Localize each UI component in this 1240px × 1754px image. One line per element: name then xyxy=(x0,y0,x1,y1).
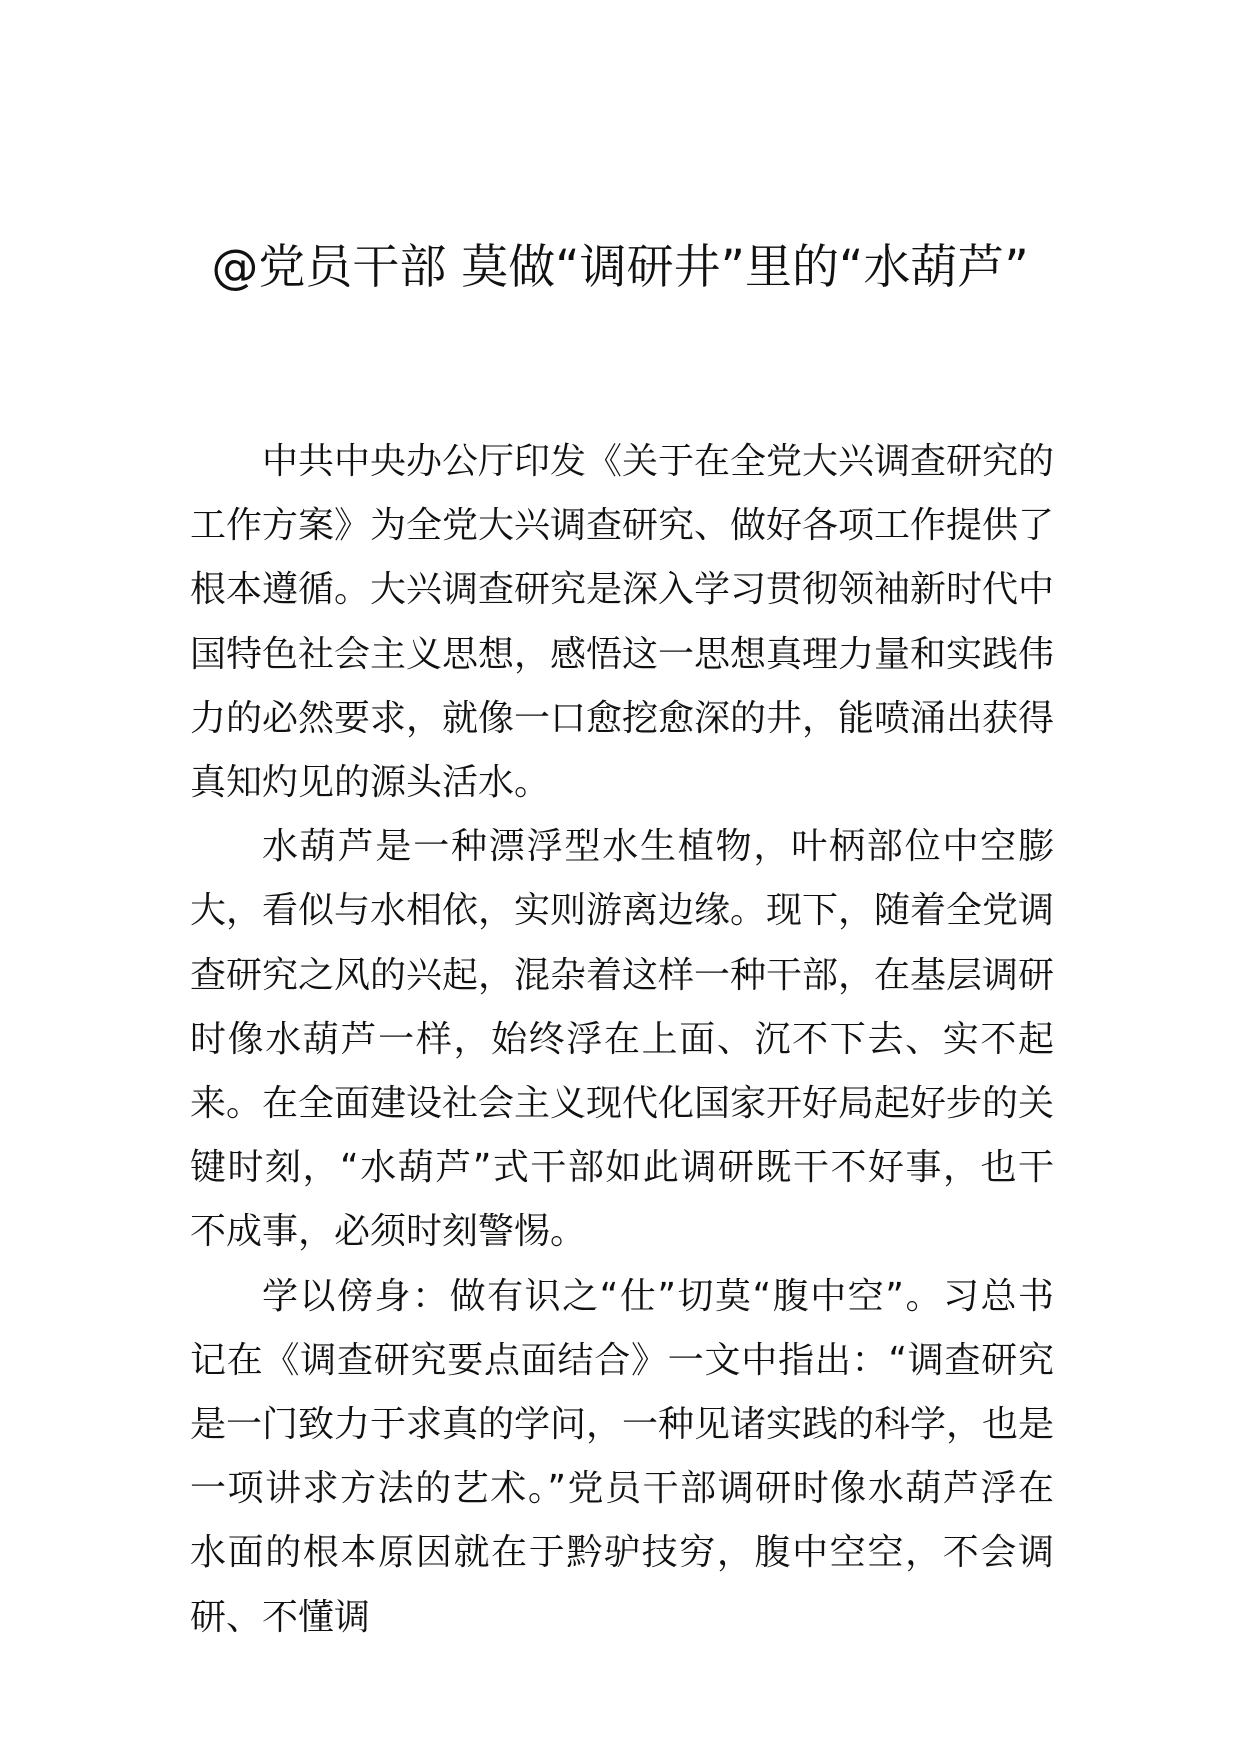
paragraph-3: 学以傍身：做有识之“仕”切莫“腹中空”。习总书记在《调查研究要点面结合》一文中指出：“调查研究是一门致力于求真的学问，一种见诸实践的科学，也是一项讲求方法的艺术。”党员干部调研时像水葫芦浮在水面的根本原因就在于黔驴技穷，腹中空空，不会调研、不懂调 xyxy=(190,1275,1055,1638)
document-body xyxy=(190,430,1054,1650)
paragraph-2: 水葫芦是一种漂浮型水生植物，叶柄部位中空膨大，看似与水相依，实则游离边缘。现下，随着全党调查研究之风的兴起，混杂着这样一种干部，在基层调研时像水葫芦一样，始终浮在上面、沉不下去、实不起来。在全面建设社会主义现代化国家开好局起好步的关键时刻，“水葫芦”式干部如此调研既干不好事，也干不成事，必须时刻警惕。 xyxy=(190,826,1055,1253)
document-title: @党员干部 莫做“调研井”里的“水葫芦” xyxy=(211,240,1029,295)
paragraph-1: 中共中央办公厅印发《关于在全党大兴调查研究的工作方案》为全党大兴调查研究、做好各项工作提供了根本遵循。大兴调查研究是深入学习贯彻领袖新时代中国特色社会主义思想，感悟这一思想真理力量和实践伟力的必然要求，就像一口愈挖愈深的井，能喷涌出获得真知灼见的源头活水。 xyxy=(190,441,1055,804)
